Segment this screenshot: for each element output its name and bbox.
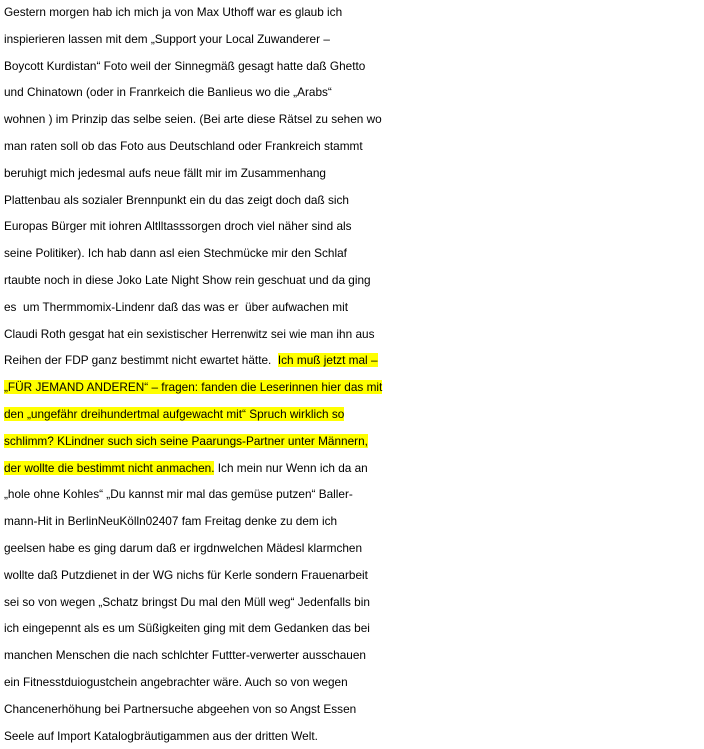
text-segment: ich eingepennt als es um Süßigkeiten ging mit dem Gedanken das bei bbox=[4, 621, 370, 636]
text-line bbox=[4, 347, 704, 374]
text-line bbox=[4, 455, 704, 482]
highlighted-text: Ich muß jetzt mal – bbox=[277, 353, 378, 368]
text-segment: wollte daß Putzdienet in der WG nichs für Kerle sondern Frauenarbeit bbox=[4, 567, 368, 582]
highlighted-text: „FÜR JEMAND ANDEREN“ – fragen: fanden die Leserinnen hier das mit bbox=[4, 380, 383, 395]
text-line bbox=[4, 53, 704, 80]
text-segment: wohnen ) im Prinzip das selbe seien. (Bei arte diese Rätsel zu sehen wo bbox=[4, 112, 382, 127]
text-line bbox=[4, 26, 704, 53]
text-segment: „hole ohne Kohles“ „Du kannst mir mal das gemüse putzen“ Baller- bbox=[4, 487, 353, 502]
text-line bbox=[4, 589, 704, 616]
text-segment: Gestern morgen hab ich mich ja von Max Uthoff war es glaub ich bbox=[4, 5, 343, 19]
text-line bbox=[4, 133, 704, 160]
text-line bbox=[4, 187, 704, 214]
text-line bbox=[4, 267, 704, 294]
text-segment: manchen Menschen die nach schlchter Futtter-verwerter ausschauen bbox=[4, 648, 366, 663]
text-segment: Plattenbau als sozialer Brennpunkt ein du das zeigt doch daß sich bbox=[4, 192, 349, 207]
text-line bbox=[4, 374, 704, 401]
text-line bbox=[4, 213, 704, 240]
body-text bbox=[4, 0, 704, 749]
text-segment: Europas Bürger mit iohren Altlltasssorgen droch viel näher sind als bbox=[4, 219, 352, 234]
text-segment: sei so von wegen „Schatz bringst Du mal den Müll weg“ Jedenfalls bin bbox=[4, 594, 370, 609]
text-segment: beruhigt mich jedesmal aufs neue fällt mir im Zusammenhang bbox=[4, 165, 326, 180]
text-line bbox=[4, 294, 704, 321]
text-line bbox=[4, 0, 704, 26]
text-line bbox=[4, 79, 704, 106]
text-line bbox=[4, 642, 704, 669]
text-segment: man raten soll ob das Foto aus Deutschland oder Frankreich stammt bbox=[4, 138, 363, 153]
text-line bbox=[4, 240, 704, 267]
text-line bbox=[4, 508, 704, 535]
text-segment: mann-Hit in BerlinNeuKölln02407 fam Freitag denke zu dem ich bbox=[4, 514, 338, 529]
text-line bbox=[4, 723, 704, 749]
text-line bbox=[4, 481, 704, 508]
text-line bbox=[4, 321, 704, 348]
text-segment: Claudi Roth gesgat hat ein sexistischer Herrenwitz sei wie man ihn aus bbox=[4, 326, 375, 341]
text-line bbox=[4, 562, 704, 589]
text-segment: geelsen habe es ging darum daß er irgdnwelchen Mädesl klarmchen bbox=[4, 540, 363, 555]
highlighted-text: schlimm? KLindner such sich seine Paarungs-Partner unter Männern, bbox=[4, 433, 368, 448]
text-line bbox=[4, 106, 704, 133]
text-segment: und Chinatown (oder in Franrkeich die Banlieus wo die „Arabs“ bbox=[4, 85, 332, 100]
highlighted-text: der wollte die bestimmt nicht anmachen. bbox=[4, 460, 215, 475]
text-segment: Chancenerhöhung bei Partnersuche abgeehen von so Angst Essen bbox=[4, 701, 357, 716]
text-segment: Seele auf Import Katalogbräutigammen aus der dritten Welt. bbox=[4, 728, 318, 743]
highlighted-text: den „ungefähr dreihundertmal aufgewacht mit“ Spruch wirklich so bbox=[4, 406, 345, 421]
text-line bbox=[4, 401, 704, 428]
text-segment: rtaubte noch in diese Joko Late Night Show rein geschuat und da ging bbox=[4, 272, 371, 287]
text-line bbox=[4, 535, 704, 562]
text-segment: es um Thermmomix-Lindenr daß das was er über aufwachen mit bbox=[4, 299, 348, 314]
text-line bbox=[4, 428, 704, 455]
text-segment: seine Politiker). Ich hab dann asl eien Stechmücke mir den Schlaf bbox=[4, 246, 347, 261]
text-segment: Boycott Kurdistan“ Foto weil der Sinnegmäß gesagt hatte daß Ghetto bbox=[4, 58, 366, 73]
text-line bbox=[4, 696, 704, 723]
text-line bbox=[4, 669, 704, 696]
text-line bbox=[4, 160, 704, 187]
text-segment: Ich mein nur Wenn ich da an bbox=[214, 460, 368, 475]
text-segment: Reihen der FDP ganz bestimmt nicht ewartet hätte. bbox=[4, 353, 278, 368]
text-segment: ein Fitnesstduiogustchein angebrachter wäre. Auch so von wegen bbox=[4, 674, 348, 689]
text-segment: inspierieren lassen mit dem „Support your Local Zuwanderer – bbox=[4, 31, 330, 46]
text-line bbox=[4, 615, 704, 642]
